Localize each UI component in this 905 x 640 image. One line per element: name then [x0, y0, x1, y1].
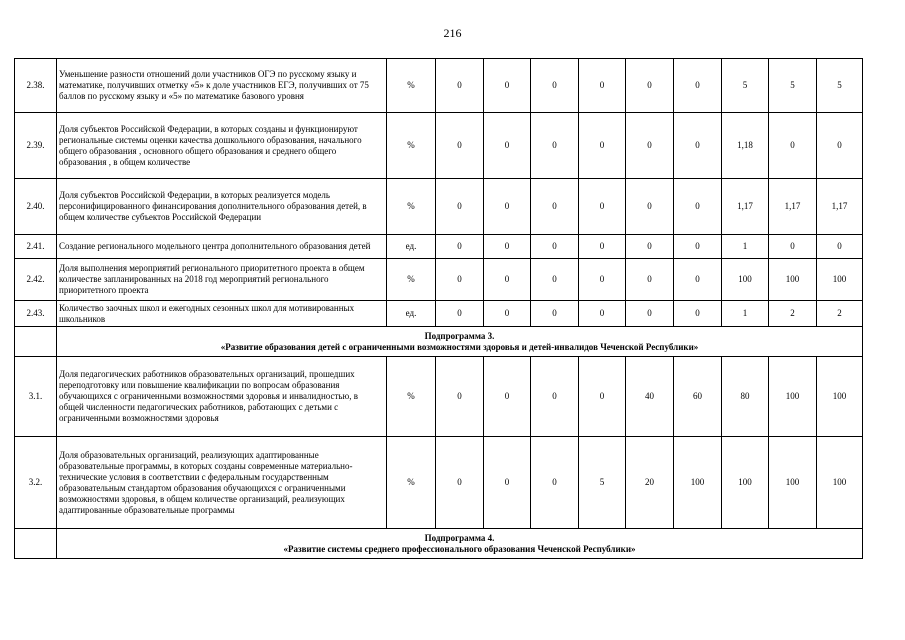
- value-cell: 0: [531, 235, 579, 259]
- value-cell: 0: [674, 113, 722, 179]
- unit-cell: ед.: [387, 235, 436, 259]
- row-number: 2.42.: [15, 259, 57, 301]
- value-cell: 0: [484, 259, 531, 301]
- value-cell: 5: [769, 59, 817, 113]
- subprogram-title: «Развитие образования детей с ограниченными возможностями здоровья и детей-инвалидов Чеченской Республики»: [220, 341, 699, 352]
- unit-label: %: [407, 391, 415, 401]
- value-cell: 0: [531, 437, 579, 529]
- value-cell: 80: [722, 357, 769, 437]
- value-cell: 0: [579, 357, 626, 437]
- value-cell: 100: [817, 357, 863, 437]
- value-cell: 100: [722, 437, 769, 529]
- value-cell: 0: [674, 235, 722, 259]
- value-cell: 0: [626, 235, 674, 259]
- unit-cell: %: [387, 113, 436, 179]
- value-cell: 0: [436, 437, 484, 529]
- unit-cell: %: [387, 259, 436, 301]
- subprogram-number-cell: [15, 529, 57, 559]
- value-cell: 0: [484, 301, 531, 327]
- value-cell: 0: [436, 259, 484, 301]
- value-cell: 0: [436, 301, 484, 327]
- value-cell: 2: [817, 301, 863, 327]
- value-cell: 0: [484, 235, 531, 259]
- value-cell: 2: [769, 301, 817, 327]
- value-cell: 0: [626, 259, 674, 301]
- indicator-description: Количество заочных школ и ежегодных сезонных школ для мотивированных школьников: [57, 301, 387, 327]
- table-row: [15, 301, 863, 327]
- value-cell: 0: [626, 179, 674, 235]
- value-cell: 1: [722, 235, 769, 259]
- value-cell: 0: [817, 235, 863, 259]
- value-cell: 0: [484, 437, 531, 529]
- value-cell: 1,18: [722, 113, 769, 179]
- value-cell: 1,17: [722, 179, 769, 235]
- value-cell: 0: [579, 235, 626, 259]
- indicator-description: Доля субъектов Российской Федерации, в которых реализуется модель персонифицированного финансирования дополнительного образования детей, в общем количестве субъектов Российской Федерации: [57, 179, 387, 235]
- value-cell: 0: [626, 113, 674, 179]
- unit-cell: %: [387, 179, 436, 235]
- value-cell: 0: [484, 113, 531, 179]
- value-cell: 5: [722, 59, 769, 113]
- value-cell: 60: [674, 357, 722, 437]
- table-row: [15, 357, 863, 437]
- subprogram-label: Подпрограмма 3.: [424, 330, 495, 341]
- value-cell: 1: [722, 301, 769, 327]
- subprogram-header-row: [15, 327, 863, 357]
- value-cell: 5: [579, 437, 626, 529]
- row-number: 2.43.: [15, 301, 57, 327]
- value-cell: 100: [817, 437, 863, 529]
- value-cell: 1,17: [817, 179, 863, 235]
- indicator-description: Доля выполнения мероприятий регионального приоритетного проекта в общем количестве запланированных на 2018 год мероприятий регионального приоритетного проекта: [57, 259, 387, 301]
- unit-label: %: [407, 477, 415, 487]
- table-row: [15, 259, 863, 301]
- unit-cell: %: [387, 59, 436, 113]
- value-cell: 0: [484, 59, 531, 113]
- indicator-description: Создание регионального модельного центра дополнительного образования детей: [57, 235, 387, 259]
- indicator-description: Уменьшение разности отношений доли участников ОГЭ по русскому языку и математике, получивших отметку «5» к доле участников ЕГЭ, получивших от 75 баллов по русскому языку и «5» по математике базового уровня: [57, 59, 387, 113]
- value-cell: 100: [769, 437, 817, 529]
- row-number: 3.2.: [15, 437, 57, 529]
- indicator-description: Доля субъектов Российской Федерации, в которых созданы и функционируют региональные системы оценки качества дошкольного образования, начального общего образования , основного общего образования и среднего общего образования , в общем количестве: [57, 113, 387, 179]
- value-cell: 0: [531, 259, 579, 301]
- row-number: 2.38.: [15, 59, 57, 113]
- value-cell: 20: [626, 437, 674, 529]
- indicators-table: [14, 58, 863, 559]
- unit-cell: [387, 357, 436, 437]
- value-cell: 0: [579, 179, 626, 235]
- value-cell: 0: [626, 301, 674, 327]
- indicator-description: Доля образовательных организаций, реализующих адаптированные образовательные программы, в которых созданы современные материально-технические условия в соответствии с федеральным государственным образовательным стандартом образования обучающихся с ограниченными возможностями здоровья, в общем количестве организаций, реализующих адаптированные образовательные программы: [57, 437, 387, 529]
- unit-cell: ед.: [387, 301, 436, 327]
- value-cell: 0: [436, 179, 484, 235]
- value-cell: 0: [579, 113, 626, 179]
- value-cell: 0: [484, 179, 531, 235]
- value-cell: 1,17: [769, 179, 817, 235]
- value-cell: 40: [626, 357, 674, 437]
- subprogram-title-cell: [57, 529, 863, 559]
- value-cell: 100: [769, 259, 817, 301]
- subprogram-number-cell: [15, 327, 57, 357]
- value-cell: 5: [817, 59, 863, 113]
- value-cell: 100: [817, 259, 863, 301]
- subprogram-title: «Развитие системы среднего профессионального образования Чеченской Республики»: [283, 543, 636, 554]
- page-number: 216: [443, 26, 462, 40]
- table-row: [15, 59, 863, 113]
- row-number: 2.41.: [15, 235, 57, 259]
- unit-cell: [387, 437, 436, 529]
- table-body: [15, 59, 863, 559]
- table-row: [15, 235, 863, 259]
- value-cell: 0: [674, 259, 722, 301]
- value-cell: 0: [531, 357, 579, 437]
- value-cell: 0: [531, 59, 579, 113]
- value-cell: 0: [531, 179, 579, 235]
- value-cell: 0: [626, 59, 674, 113]
- value-cell: 0: [436, 113, 484, 179]
- value-cell: 0: [531, 301, 579, 327]
- value-cell: 0: [436, 59, 484, 113]
- value-cell: 0: [531, 113, 579, 179]
- indicator-description: Доля педагогических работников образовательных организаций, прошедших переподготовку или повышение квалификации по вопросам образования обучающихся с ограниченными возможностями здоровья и инвалидностью, в общей численности педагогических работников, работающих с детьми с ограниченными возможностями здоровья: [57, 357, 387, 437]
- value-cell: 100: [674, 437, 722, 529]
- value-cell: 0: [769, 113, 817, 179]
- subprogram-label: Подпрограмма 4.: [424, 532, 495, 543]
- value-cell: 0: [436, 357, 484, 437]
- value-cell: 0: [579, 259, 626, 301]
- row-number: 3.1.: [15, 357, 57, 437]
- value-cell: 0: [436, 235, 484, 259]
- value-cell: 100: [722, 259, 769, 301]
- value-cell: 0: [817, 113, 863, 179]
- table-row: [15, 437, 863, 529]
- value-cell: 0: [769, 235, 817, 259]
- value-cell: 0: [674, 301, 722, 327]
- value-cell: 0: [579, 59, 626, 113]
- table-row: [15, 179, 863, 235]
- value-cell: 0: [674, 59, 722, 113]
- subprogram-header-row: [15, 529, 863, 559]
- subprogram-title-cell: [57, 327, 863, 357]
- row-number: 2.39.: [15, 113, 57, 179]
- row-number: 2.40.: [15, 179, 57, 235]
- value-cell: 0: [674, 179, 722, 235]
- value-cell: 0: [484, 357, 531, 437]
- value-cell: 0: [579, 301, 626, 327]
- value-cell: 100: [769, 357, 817, 437]
- table-row: [15, 113, 863, 179]
